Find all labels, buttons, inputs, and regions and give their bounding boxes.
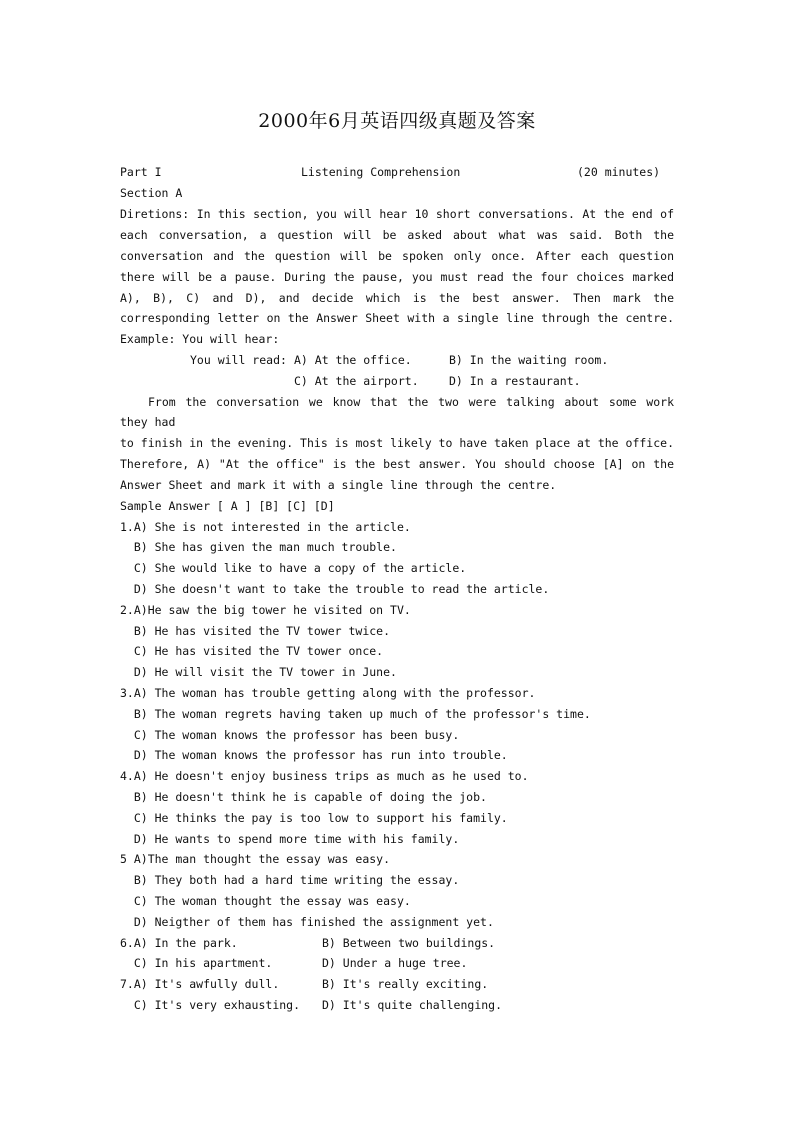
question-5-choice: 5 A)The man thought the essay was easy. — [120, 852, 391, 866]
question-6-choice: C) In his apartment. — [120, 956, 273, 970]
example-explanation: they had — [120, 415, 176, 429]
question-6-choice: B) Between two buildings. — [322, 936, 496, 950]
example-choice-d: D) In a restaurant. — [449, 374, 581, 388]
question-2-choice: C) He has visited the TV tower once. — [120, 644, 384, 658]
question-5-choice: B) They both had a hard time writing the essay. — [120, 873, 460, 887]
question-4-choice: B) He doesn't think he is capable of doing the job. — [120, 790, 487, 804]
example-explanation: Therefore, A) "At the office" is the best answer. You should choose [A] on the — [120, 457, 674, 471]
part-time: (20 minutes) — [577, 165, 661, 179]
question-3-choice: C) The woman knows the professor has been busy. — [120, 728, 460, 742]
example-choice-c: C) At the airport. — [294, 374, 419, 388]
question-1-choice: D) She doesn't want to take the trouble to read the article. — [120, 582, 550, 596]
question-3-choice: D) The woman knows the professor has run into trouble. — [120, 748, 508, 762]
question-6-choice: D) Under a huge tree. — [322, 956, 468, 970]
question-7-choice: C) It's very exhausting. — [120, 998, 301, 1012]
directions-line: Diretions: In this section, you will hear 10 short conversations. At the end of — [120, 207, 674, 221]
question-5-choice: C) The woman thought the essay was easy. — [120, 894, 411, 908]
question-4-choice: C) He thinks the pay is too low to support his family. — [120, 811, 508, 825]
question-1-choice: C) She would like to have a copy of the article. — [120, 561, 467, 575]
sample-answer: Sample Answer [ A ] [B] [C] [D] — [120, 499, 335, 513]
example-explanation: to finish in the evening. This is most likely to have taken place at the office. — [120, 436, 674, 450]
question-4-choice: D) He wants to spend more time with his family. — [120, 832, 460, 846]
question-5-choice: D) Neigther of them has finished the assignment yet. — [120, 915, 494, 929]
question-1-choice: B) She has given the man much trouble. — [120, 540, 397, 554]
question-7-choice: D) It's quite challenging. — [322, 998, 503, 1012]
question-2-choice: B) He has visited the TV tower twice. — [120, 624, 391, 638]
question-2-choice: 2.A)He saw the big tower he visited on TV. — [120, 603, 411, 617]
directions-line: corresponding letter on the Answer Sheet with a single line through the centre. — [120, 311, 674, 325]
example-choice-a: A) At the office. — [294, 353, 412, 367]
document-title: 2000年6月英语四级真题及答案 — [258, 110, 536, 132]
question-1-choice: 1.A) She is not interested in the article. — [120, 520, 411, 534]
example-read-label: You will read: — [190, 353, 287, 367]
section-heading: Section A — [120, 186, 183, 200]
question-7-choice: 7.A) It's awfully dull. — [120, 977, 280, 991]
example-explanation: From the conversation we know that the two were talking about some work — [148, 395, 674, 409]
directions-line: each conversation, a question will be asked about what was said. Both the — [120, 228, 674, 242]
directions-line: there will be a pause. During the pause, you must read the four choices marked — [120, 270, 674, 284]
question-3-choice: B) The woman regrets having taken up much of the professor's time. — [120, 707, 591, 721]
example-hear: Example: You will hear: — [120, 332, 280, 346]
part-name: Listening Comprehension — [301, 165, 461, 179]
question-6-choice: 6.A) In the park. — [120, 936, 238, 950]
directions-line: A), B), C) and D), and decide which is the best answer. Then mark the — [120, 291, 674, 305]
example-explanation: Answer Sheet and mark it with a single line through the centre. — [120, 478, 557, 492]
directions-line: conversation and the question will be spoken only once. After each question — [120, 249, 674, 263]
part-label: Part I — [120, 165, 162, 179]
question-2-choice: D) He will visit the TV tower in June. — [120, 665, 397, 679]
question-3-choice: 3.A) The woman has trouble getting along with the professor. — [120, 686, 536, 700]
example-choice-b: B) In the waiting room. — [449, 353, 609, 367]
question-4-choice: 4.A) He doesn't enjoy business trips as much as he used to. — [120, 769, 529, 783]
question-7-choice: B) It's really exciting. — [322, 977, 489, 991]
